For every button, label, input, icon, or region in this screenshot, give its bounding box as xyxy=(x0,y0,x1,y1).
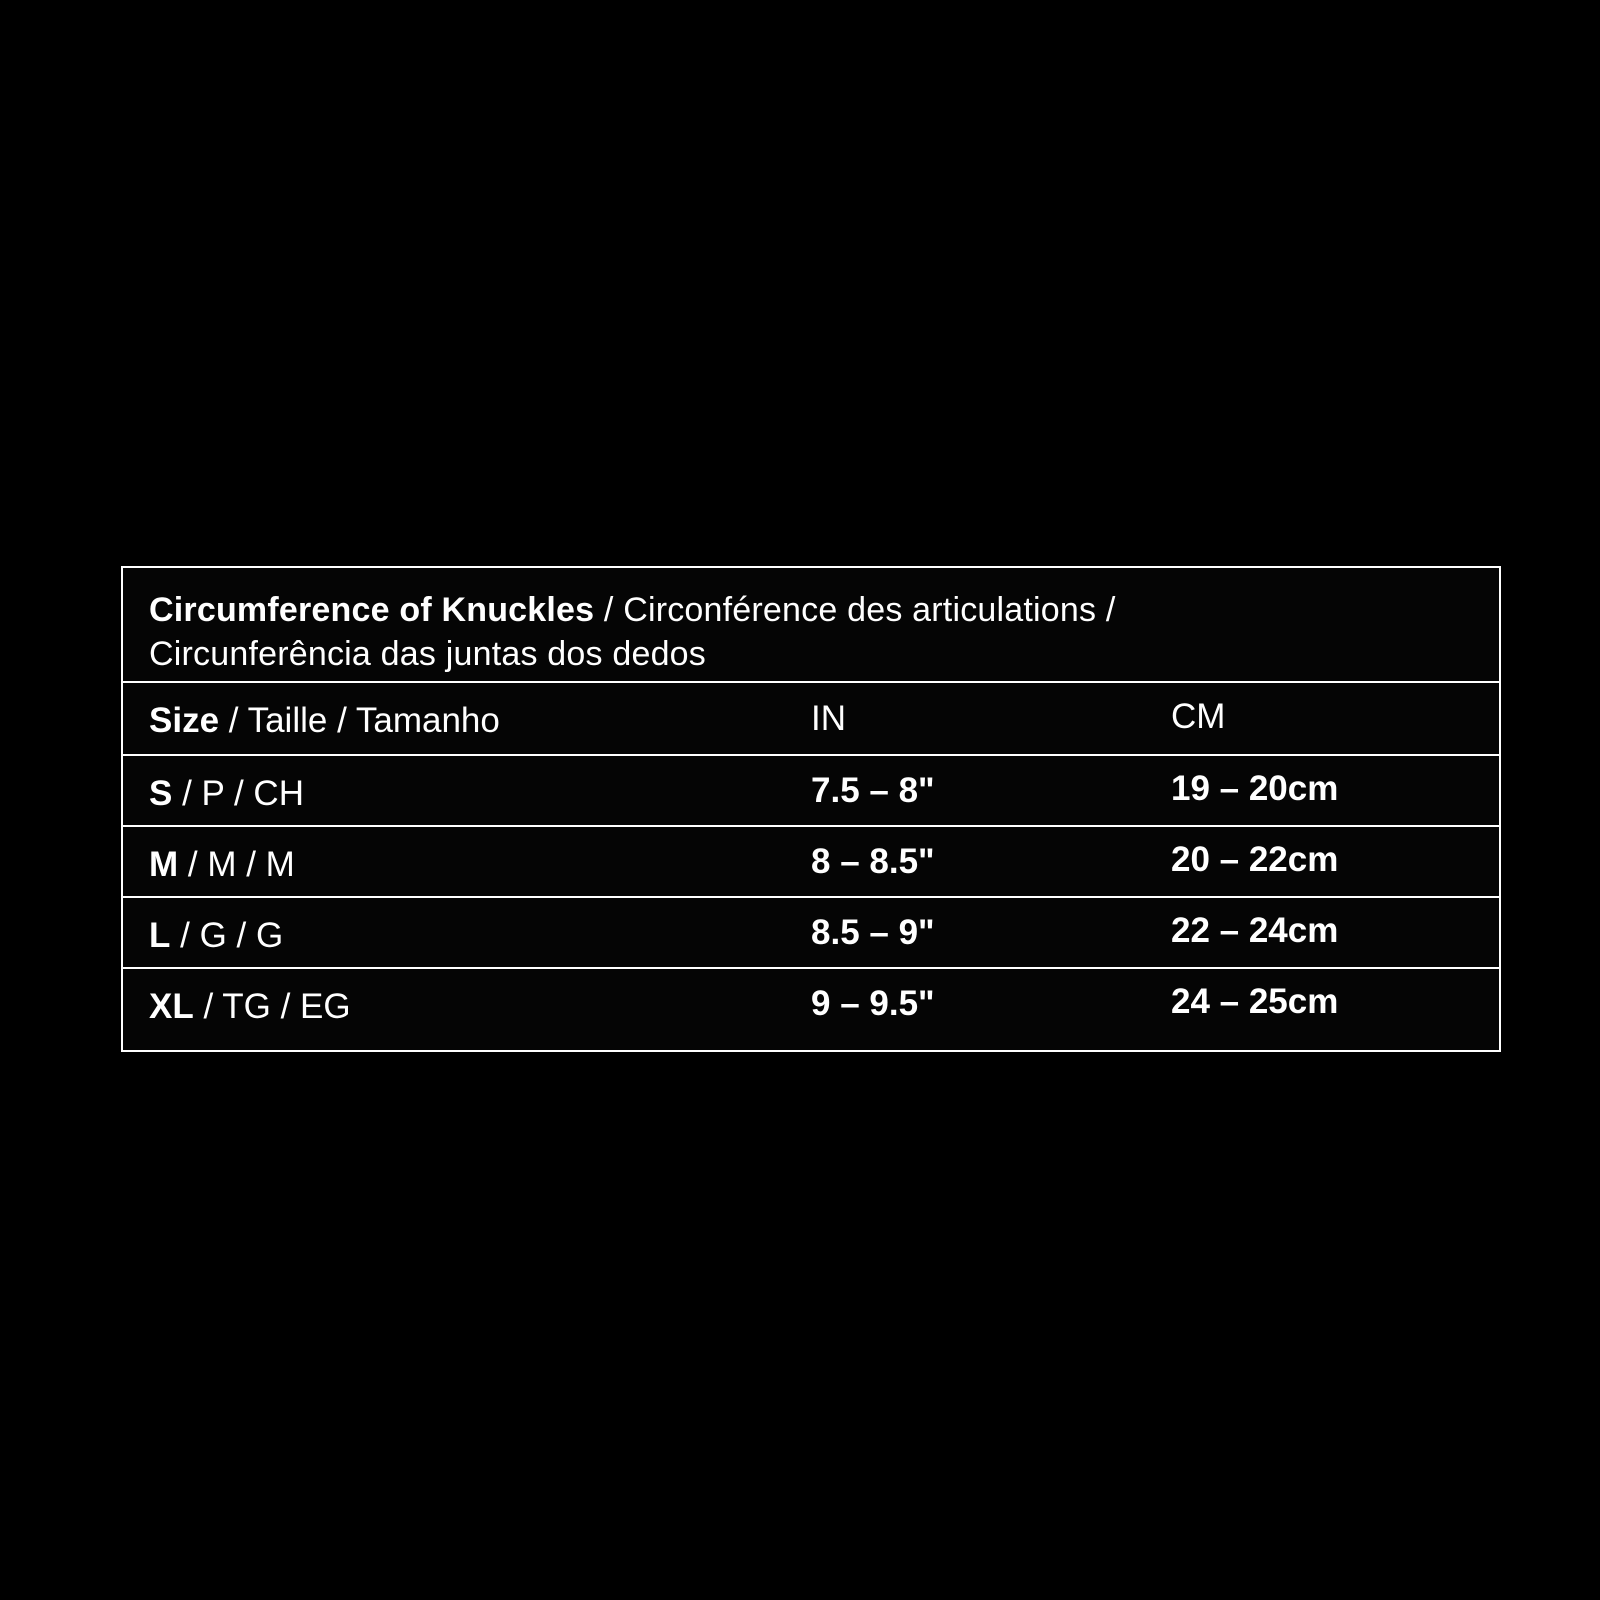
inches-cell: 8.5 – 9" xyxy=(811,913,935,952)
inches-cell: 8 – 8.5" xyxy=(811,842,935,881)
size-translations: / P / CH xyxy=(172,774,304,813)
table-row xyxy=(123,825,1499,898)
header-row xyxy=(123,681,1499,756)
size-code: M xyxy=(149,845,179,884)
size-cell xyxy=(149,845,295,885)
size-code: L xyxy=(149,916,171,955)
cm-cell: 24 – 25cm xyxy=(1171,982,1339,1021)
size-code: S xyxy=(149,774,173,813)
header-cm: CM xyxy=(1171,697,1226,736)
header-size-rest: / Taille / Tamanho xyxy=(219,701,500,740)
size-cell xyxy=(149,987,351,1027)
header-size-bold: Size xyxy=(149,701,220,740)
size-chart-table xyxy=(121,566,1501,1052)
cm-cell: 20 – 22cm xyxy=(1171,840,1339,879)
size-translations: / TG / EG xyxy=(193,987,351,1026)
table-row xyxy=(123,896,1499,969)
title-portuguese: Circunferência das juntas dos dedos xyxy=(149,635,706,673)
table-title xyxy=(149,588,1115,676)
title-english: Circumference of Knuckles xyxy=(149,591,595,629)
title-row xyxy=(123,568,1499,683)
size-translations: / M / M xyxy=(178,845,295,884)
table-row xyxy=(123,754,1499,827)
table-row xyxy=(123,967,1499,1050)
inches-cell: 9 – 9.5" xyxy=(811,984,935,1023)
header-in: IN xyxy=(811,699,846,738)
size-cell xyxy=(149,916,283,956)
inches-cell: 7.5 – 8" xyxy=(811,771,935,810)
size-translations: / G / G xyxy=(170,916,284,955)
header-size xyxy=(149,701,500,741)
size-code: XL xyxy=(149,987,194,1026)
cm-cell: 22 – 24cm xyxy=(1171,911,1339,950)
title-translations: / Circonférence des articulations / xyxy=(594,591,1116,629)
size-cell xyxy=(149,774,304,814)
cm-cell: 19 – 20cm xyxy=(1171,769,1339,808)
